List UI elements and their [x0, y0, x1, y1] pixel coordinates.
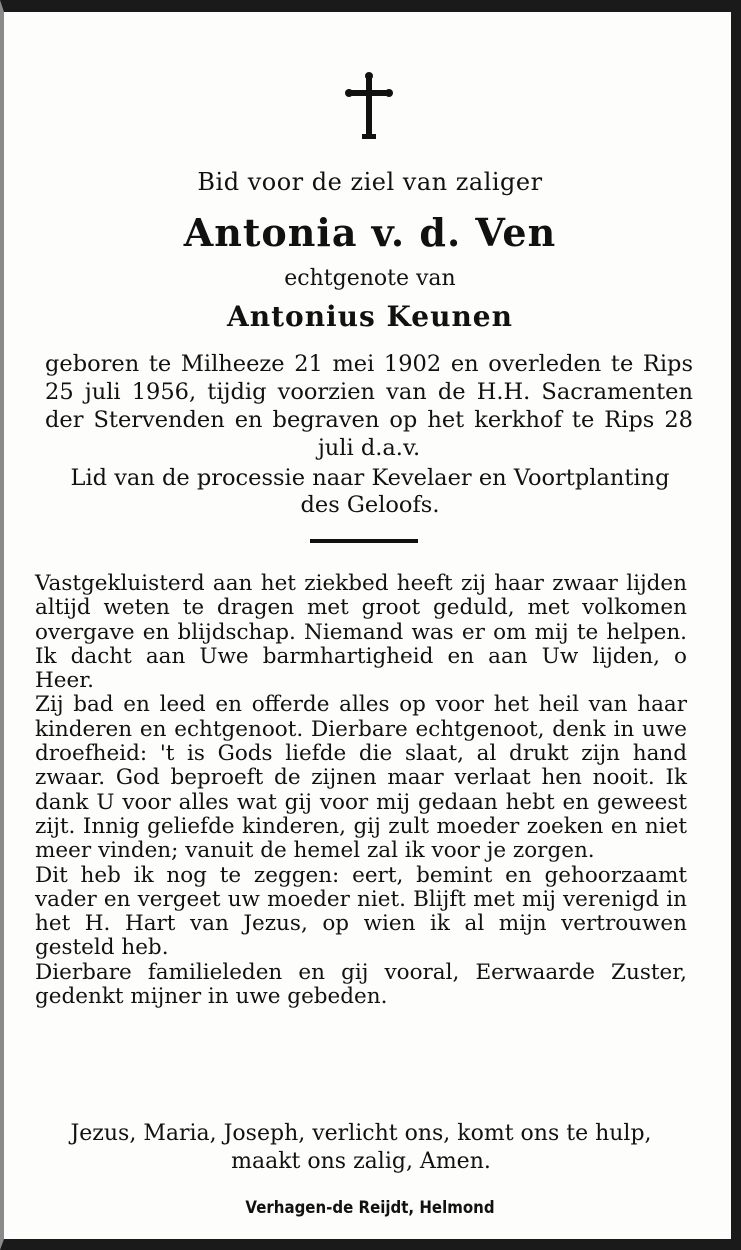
cross-icon	[345, 72, 393, 142]
biography: geboren te Milheeze 21 mei 1902 en overleden te Rips 25 juli 1956, tijdig voorzien van de H.H. Sacramenten der Stervenden en begraven op het kerkhof te Rips 28 juli d.a.v.	[45, 351, 693, 461]
spouse-name: Antonius Keunen	[227, 300, 513, 333]
body-text	[35, 572, 687, 1009]
deceased-name: Antonia v. d. Ven	[183, 210, 557, 255]
body-paragraph: Zij bad en leed en offerde alles op voor het heil van haar kinderen en echtgenoot. Dierbare echtgenoot, denk in uwe droefheid: 't is Gods liefde die slaat, al drukt zijn hand zwaar. God beproeft de zijnen maar verlaat hen nooit. Ik dank U voor alles wat gij voor mij gedaan hebt en geweest zijt. Innig geliefde kinderen, gij zult moeder zoeken en niet meer vinden; vanuit de hemel zal ik voor je zorgen.	[35, 692, 687, 864]
divider	[310, 539, 418, 543]
body-paragraph: Vastgekluisterd aan het ziekbed heeft zij haar zwaar lijden altijd weten te dragen met groot geduld, met volkomen overgave en blijdschap. Niemand was er om mij te helpen. Ik dacht aan Uwe barmhartigheid en aan Uw lijden, o Heer.	[35, 571, 687, 694]
intro-text: Bid voor de ziel van zaliger	[197, 168, 543, 196]
spouse-label: echtgenote van	[284, 266, 456, 291]
printer-credit: Verhagen-de Reijdt, Helmond	[245, 1196, 495, 1218]
body-paragraph: Dit heb ik nog te zeggen: eert, bemint en gehoorzaamt vader en vergeet uw moeder niet. Blijft met mij verenigd in het H. Hart van Jezus, op wien ik al mijn vertrouwen gesteld heb.	[35, 862, 687, 961]
closing-prayer: Jezus, Maria, Joseph, verlicht ons, komt ons te hulp, maakt ons zalig, Amen.	[70, 1121, 652, 1174]
membership: Lid van de processie naar Kevelaer en Voortplanting des Geloofs.	[70, 465, 670, 518]
body-paragraph: Dierbare familieleden en gij vooral, Eerwaarde Zuster, gedenkt mijner in uwe gebeden.	[35, 959, 687, 1010]
